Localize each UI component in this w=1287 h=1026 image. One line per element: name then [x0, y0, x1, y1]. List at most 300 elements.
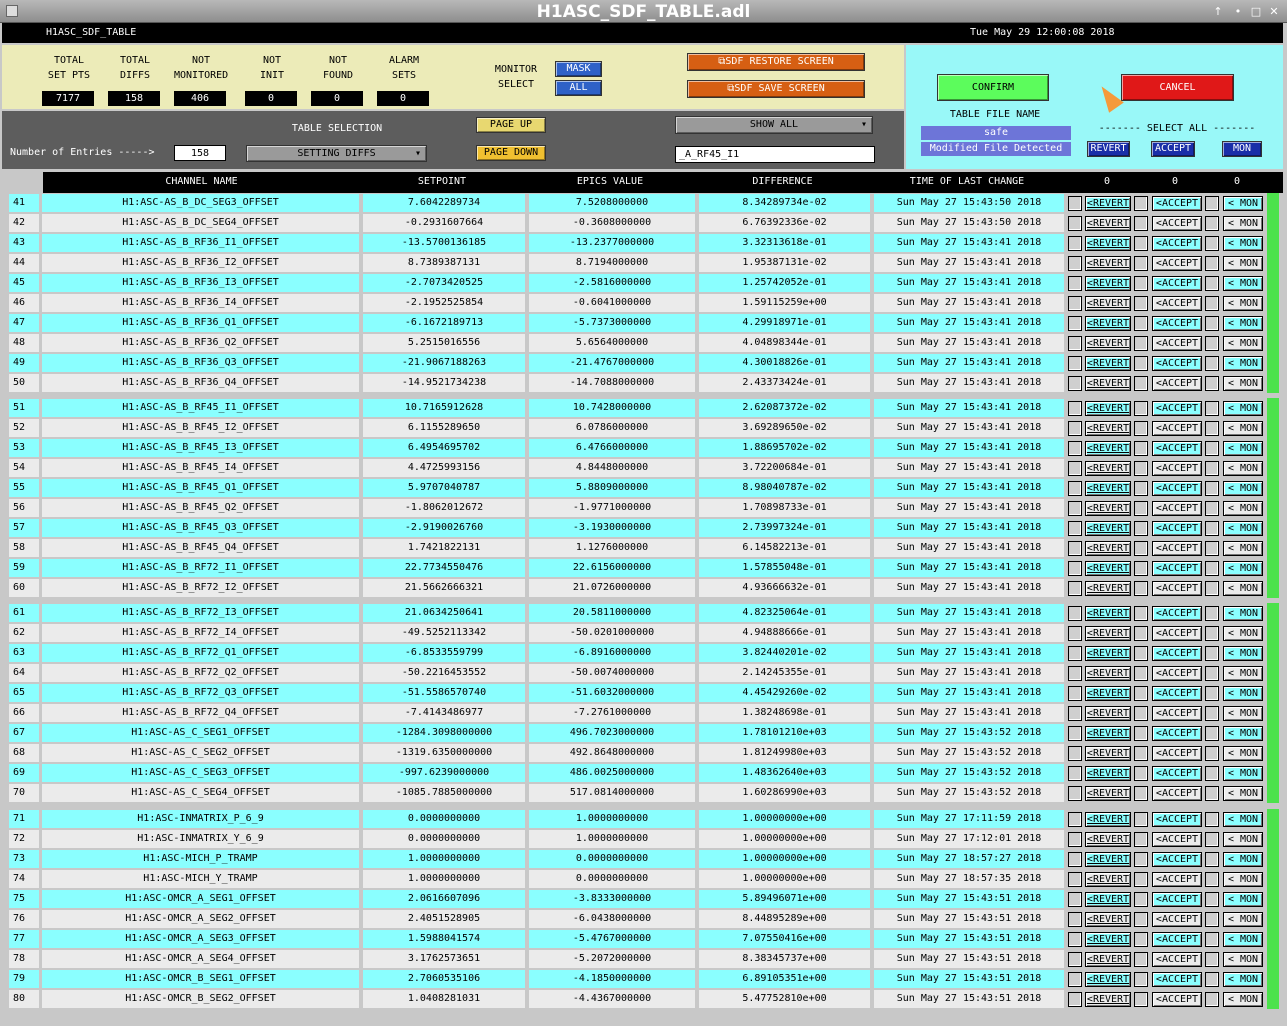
mon-checkbox[interactable] — [1205, 196, 1219, 211]
accept-checkbox[interactable] — [1134, 356, 1148, 371]
maximize-icon[interactable]: □ — [1250, 5, 1262, 18]
revert-checkbox[interactable] — [1068, 581, 1082, 596]
revert-button[interactable]: <REVERT — [1086, 543, 1130, 554]
revert-button[interactable]: <REVERT — [1086, 728, 1130, 739]
accept-button[interactable]: <ACCEPT — [1152, 376, 1202, 391]
epics-value: -50.0074000000 — [529, 664, 695, 682]
accept-checkbox[interactable] — [1134, 872, 1148, 887]
revert-button[interactable]: <REVERT — [1086, 608, 1130, 619]
channel-name: H1:ASC-AS_B_RF45_I1_OFFSET — [42, 399, 359, 417]
accept-checkbox[interactable] — [1134, 992, 1148, 1007]
mon-checkbox[interactable] — [1205, 501, 1219, 516]
difference-value: 3.32313618e-01 — [699, 234, 870, 252]
row-index: 45 — [9, 274, 39, 292]
accept-checkbox[interactable] — [1134, 561, 1148, 576]
revert-checkbox[interactable] — [1068, 336, 1082, 351]
accept-button[interactable]: <ACCEPT — [1152, 561, 1202, 576]
revert-button[interactable]: <REVERT — [1086, 298, 1130, 309]
mon-button[interactable]: < MON — [1223, 972, 1263, 987]
mon-checkbox[interactable] — [1205, 541, 1219, 556]
revert-checkbox[interactable] — [1068, 461, 1082, 476]
status-indicator — [1267, 578, 1279, 598]
revert-button[interactable]: <REVERT — [1086, 874, 1130, 885]
epics-value: -5.2072000000 — [529, 950, 695, 968]
mon-button[interactable]: < MON — [1223, 726, 1263, 741]
revert-button[interactable]: <REVERT — [1086, 748, 1130, 759]
revert-checkbox[interactable] — [1068, 626, 1082, 641]
row-index: 50 — [9, 374, 39, 392]
mon-button[interactable]: < MON — [1223, 256, 1263, 271]
mon-checkbox[interactable] — [1205, 521, 1219, 536]
accept-button[interactable]: <ACCEPT — [1152, 932, 1202, 947]
row-index: 59 — [9, 559, 39, 577]
accept-button[interactable]: <ACCEPT — [1152, 421, 1202, 436]
mon-checkbox[interactable] — [1205, 726, 1219, 741]
accept-button[interactable]: <ACCEPT — [1152, 626, 1202, 641]
accept-checkbox[interactable] — [1134, 786, 1148, 801]
revert-checkbox[interactable] — [1068, 872, 1082, 887]
table-row — [2, 623, 1283, 643]
mon-checkbox[interactable] — [1205, 336, 1219, 351]
mon-button[interactable]: < MON — [1223, 952, 1263, 967]
mon-button[interactable]: < MON — [1223, 376, 1263, 391]
accept-button[interactable]: <ACCEPT — [1152, 666, 1202, 681]
revert-button[interactable]: <REVERT — [1086, 914, 1130, 925]
row-index: 52 — [9, 419, 39, 437]
accept-checkbox[interactable] — [1134, 766, 1148, 781]
difference-value: 1.95387131e-02 — [699, 254, 870, 272]
mon-button[interactable]: < MON — [1223, 236, 1263, 251]
revert-checkbox[interactable] — [1068, 561, 1082, 576]
mon-button[interactable]: < MON — [1223, 872, 1263, 887]
accept-button[interactable]: <ACCEPT — [1152, 461, 1202, 476]
revert-button[interactable]: <REVERT — [1086, 503, 1130, 514]
revert-button[interactable]: <REVERT — [1086, 338, 1130, 349]
mon-button[interactable]: < MON — [1223, 481, 1263, 496]
accept-button[interactable]: <ACCEPT — [1152, 581, 1202, 596]
stat-total-set-pts: TOTAL SET PTS 7177 — [42, 53, 96, 83]
channel-name: H1:ASC-AS_B_RF36_I2_OFFSET — [42, 254, 359, 272]
mon-button[interactable]: < MON — [1223, 501, 1263, 516]
accept-checkbox[interactable] — [1134, 666, 1148, 681]
accept-button[interactable]: <ACCEPT — [1152, 401, 1202, 416]
mon-button[interactable]: < MON — [1223, 706, 1263, 721]
mon-checkbox[interactable] — [1205, 296, 1219, 311]
status-indicator — [1267, 809, 1279, 829]
revert-checkbox[interactable] — [1068, 892, 1082, 907]
table-selection-dropdown[interactable]: SETTING DIFFS ▾ — [246, 145, 427, 162]
revert-checkbox[interactable] — [1068, 832, 1082, 847]
row-index: 79 — [9, 970, 39, 988]
accept-checkbox[interactable] — [1134, 686, 1148, 701]
accept-button[interactable]: <ACCEPT — [1152, 686, 1202, 701]
accept-button[interactable]: <ACCEPT — [1152, 296, 1202, 311]
mon-checkbox[interactable] — [1205, 461, 1219, 476]
mon-checkbox[interactable] — [1205, 832, 1219, 847]
revert-button[interactable]: <REVERT — [1086, 523, 1130, 534]
revert-checkbox[interactable] — [1068, 746, 1082, 761]
mon-checkbox[interactable] — [1205, 401, 1219, 416]
revert-button[interactable]: <REVERT — [1086, 443, 1130, 454]
mon-button[interactable]: < MON — [1223, 646, 1263, 661]
select-all-accept-button[interactable]: ACCEPT — [1151, 141, 1195, 157]
revert-checkbox[interactable] — [1068, 216, 1082, 231]
accept-checkbox[interactable] — [1134, 832, 1148, 847]
revert-button[interactable]: <REVERT — [1086, 318, 1130, 329]
revert-checkbox[interactable] — [1068, 992, 1082, 1007]
mon-button[interactable]: < MON — [1223, 832, 1263, 847]
mon-checkbox[interactable] — [1205, 786, 1219, 801]
table-row — [2, 889, 1283, 909]
row-index: 47 — [9, 314, 39, 332]
mon-checkbox[interactable] — [1205, 852, 1219, 867]
accept-checkbox[interactable] — [1134, 972, 1148, 987]
revert-checkbox[interactable] — [1068, 256, 1082, 271]
revert-button[interactable]: <REVERT — [1086, 834, 1130, 845]
mon-button[interactable]: < MON — [1223, 401, 1263, 416]
accept-checkbox[interactable] — [1134, 501, 1148, 516]
setpoint-value: -1.8062012672 — [363, 499, 525, 517]
mon-button[interactable]: < MON — [1223, 746, 1263, 761]
revert-checkbox[interactable] — [1068, 646, 1082, 661]
accept-button[interactable]: <ACCEPT — [1152, 992, 1202, 1007]
mon-button[interactable]: < MON — [1223, 336, 1263, 351]
mon-button[interactable]: < MON — [1223, 521, 1263, 536]
revert-checkbox[interactable] — [1068, 726, 1082, 741]
mon-checkbox[interactable] — [1205, 216, 1219, 231]
revert-button[interactable]: <REVERT — [1086, 198, 1130, 209]
revert-button[interactable]: <REVERT — [1086, 688, 1130, 699]
accept-button[interactable]: <ACCEPT — [1152, 812, 1202, 827]
row-group — [2, 809, 1283, 1009]
accept-checkbox[interactable] — [1134, 852, 1148, 867]
accept-button[interactable]: <ACCEPT — [1152, 481, 1202, 496]
accept-checkbox[interactable] — [1134, 952, 1148, 967]
row-index: 41 — [9, 194, 39, 212]
revert-checkbox[interactable] — [1068, 521, 1082, 536]
mon-checkbox[interactable] — [1205, 421, 1219, 436]
mon-button[interactable]: < MON — [1223, 912, 1263, 927]
accept-checkbox[interactable] — [1134, 606, 1148, 621]
accept-checkbox[interactable] — [1134, 401, 1148, 416]
accept-checkbox[interactable] — [1134, 461, 1148, 476]
revert-button[interactable]: <REVERT — [1086, 563, 1130, 574]
mon-checkbox[interactable] — [1205, 581, 1219, 596]
revert-button[interactable]: <REVERT — [1086, 854, 1130, 865]
accept-button[interactable]: <ACCEPT — [1152, 892, 1202, 907]
accept-button[interactable]: <ACCEPT — [1152, 256, 1202, 271]
revert-button[interactable]: <REVERT — [1086, 628, 1130, 639]
accept-checkbox[interactable] — [1134, 336, 1148, 351]
revert-button[interactable]: <REVERT — [1086, 994, 1130, 1005]
channel-name: H1:ASC-AS_B_RF36_I3_OFFSET — [42, 274, 359, 292]
revert-checkbox[interactable] — [1068, 236, 1082, 251]
revert-checkbox[interactable] — [1068, 706, 1082, 721]
mon-checkbox[interactable] — [1205, 376, 1219, 391]
mon-button[interactable]: < MON — [1223, 356, 1263, 371]
accept-checkbox[interactable] — [1134, 376, 1148, 391]
accept-checkbox[interactable] — [1134, 521, 1148, 536]
mon-button[interactable]: < MON — [1223, 686, 1263, 701]
revert-button[interactable]: <REVERT — [1086, 708, 1130, 719]
accept-button[interactable]: <ACCEPT — [1152, 521, 1202, 536]
accept-checkbox[interactable] — [1134, 626, 1148, 641]
mon-button[interactable]: < MON — [1223, 852, 1263, 867]
accept-checkbox[interactable] — [1134, 912, 1148, 927]
accept-checkbox[interactable] — [1134, 421, 1148, 436]
revert-checkbox[interactable] — [1068, 401, 1082, 416]
mon-button[interactable]: < MON — [1223, 626, 1263, 641]
accept-checkbox[interactable] — [1134, 236, 1148, 251]
accept-button[interactable]: <ACCEPT — [1152, 606, 1202, 621]
revert-checkbox[interactable] — [1068, 356, 1082, 371]
mon-checkbox[interactable] — [1205, 706, 1219, 721]
accept-button[interactable]: <ACCEPT — [1152, 972, 1202, 987]
mon-checkbox[interactable] — [1205, 276, 1219, 291]
accept-checkbox[interactable] — [1134, 296, 1148, 311]
accept-button[interactable]: <ACCEPT — [1152, 336, 1202, 351]
revert-checkbox[interactable] — [1068, 501, 1082, 516]
table-file-name: safe — [921, 126, 1071, 140]
accept-checkbox[interactable] — [1134, 441, 1148, 456]
accept-button[interactable]: <ACCEPT — [1152, 852, 1202, 867]
setpoint-value: -49.5252113342 — [363, 624, 525, 642]
revert-checkbox[interactable] — [1068, 421, 1082, 436]
mon-button[interactable]: < MON — [1223, 812, 1263, 827]
accept-button[interactable]: <ACCEPT — [1152, 726, 1202, 741]
revert-checkbox[interactable] — [1068, 276, 1082, 291]
accept-checkbox[interactable] — [1134, 256, 1148, 271]
mon-checkbox[interactable] — [1205, 686, 1219, 701]
revert-button[interactable]: <REVERT — [1086, 648, 1130, 659]
revert-checkbox[interactable] — [1068, 912, 1082, 927]
revert-button[interactable]: <REVERT — [1086, 483, 1130, 494]
select-all-mon-button[interactable]: MON — [1222, 141, 1262, 157]
revert-button[interactable]: <REVERT — [1086, 814, 1130, 825]
revert-checkbox[interactable] — [1068, 766, 1082, 781]
difference-value: 4.30018826e-01 — [699, 354, 870, 372]
accept-button[interactable]: <ACCEPT — [1152, 441, 1202, 456]
mon-button[interactable]: < MON — [1223, 276, 1263, 291]
all-button[interactable]: ALL — [555, 80, 602, 96]
accept-button[interactable]: <ACCEPT — [1152, 832, 1202, 847]
epics-value: -7.2761000000 — [529, 704, 695, 722]
revert-checkbox[interactable] — [1068, 376, 1082, 391]
revert-button[interactable]: <REVERT — [1086, 768, 1130, 779]
accept-button[interactable]: <ACCEPT — [1152, 501, 1202, 516]
accept-checkbox[interactable] — [1134, 892, 1148, 907]
difference-value: 4.82325064e-01 — [699, 604, 870, 622]
accept-button[interactable]: <ACCEPT — [1152, 541, 1202, 556]
revert-button[interactable]: <REVERT — [1086, 258, 1130, 269]
revert-button[interactable]: <REVERT — [1086, 463, 1130, 474]
accept-button[interactable]: <ACCEPT — [1152, 356, 1202, 371]
mon-checkbox[interactable] — [1205, 256, 1219, 271]
accept-checkbox[interactable] — [1134, 581, 1148, 596]
mon-button[interactable]: < MON — [1223, 296, 1263, 311]
accept-button[interactable]: <ACCEPT — [1152, 196, 1202, 211]
revert-button[interactable]: <REVERT — [1086, 974, 1130, 985]
revert-button[interactable]: <REVERT — [1086, 583, 1130, 594]
mask-button[interactable]: MASK — [555, 61, 602, 77]
mon-button[interactable]: < MON — [1223, 216, 1263, 231]
mon-button[interactable]: < MON — [1223, 316, 1263, 331]
accept-checkbox[interactable] — [1134, 932, 1148, 947]
revert-checkbox[interactable] — [1068, 972, 1082, 987]
accept-button[interactable]: <ACCEPT — [1152, 316, 1202, 331]
sdf-save-screen-button[interactable]: ⧉SDF SAVE SCREEN — [687, 80, 865, 98]
mon-checkbox[interactable] — [1205, 892, 1219, 907]
row-index: 55 — [9, 479, 39, 497]
status-indicator — [1267, 273, 1279, 293]
status-indicator — [1267, 518, 1279, 538]
stat-alarm-sets: ALARM SETS 0 — [377, 53, 431, 83]
mon-checkbox[interactable] — [1205, 972, 1219, 987]
header-channel-name: CHANNEL NAME — [165, 176, 238, 187]
accept-button[interactable]: <ACCEPT — [1152, 952, 1202, 967]
mon-checkbox[interactable] — [1205, 746, 1219, 761]
revert-button[interactable]: <REVERT — [1086, 278, 1130, 289]
close-icon[interactable]: ✕ — [1269, 5, 1279, 18]
mon-checkbox[interactable] — [1205, 932, 1219, 947]
sdf-restore-screen-button[interactable]: ⧉SDF RESTORE SCREEN — [687, 53, 865, 71]
mon-checkbox[interactable] — [1205, 766, 1219, 781]
minimize-icon[interactable]: • — [1234, 5, 1242, 18]
show-all-dropdown[interactable]: SHOW ALL ▾ — [675, 116, 873, 134]
mon-button[interactable]: < MON — [1223, 666, 1263, 681]
mon-checkbox[interactable] — [1205, 561, 1219, 576]
status-indicator — [1267, 989, 1279, 1009]
mon-button[interactable]: < MON — [1223, 766, 1263, 781]
epics-value: 486.0025000000 — [529, 764, 695, 782]
accept-button[interactable]: <ACCEPT — [1152, 706, 1202, 721]
row-group — [2, 193, 1283, 393]
accept-button[interactable]: <ACCEPT — [1152, 766, 1202, 781]
accept-button[interactable]: <ACCEPT — [1152, 746, 1202, 761]
table-row — [2, 518, 1283, 538]
revert-checkbox[interactable] — [1068, 296, 1082, 311]
accept-checkbox[interactable] — [1134, 646, 1148, 661]
mon-button[interactable]: < MON — [1223, 421, 1263, 436]
mon-button[interactable]: < MON — [1223, 461, 1263, 476]
accept-checkbox[interactable] — [1134, 316, 1148, 331]
status-indicator — [1267, 969, 1279, 989]
revert-checkbox[interactable] — [1068, 812, 1082, 827]
row-index: 75 — [9, 890, 39, 908]
mon-checkbox[interactable] — [1205, 316, 1219, 331]
revert-checkbox[interactable] — [1068, 316, 1082, 331]
mon-checkbox[interactable] — [1205, 646, 1219, 661]
mon-button[interactable]: < MON — [1223, 606, 1263, 621]
mon-checkbox[interactable] — [1205, 236, 1219, 251]
revert-checkbox[interactable] — [1068, 196, 1082, 211]
accept-checkbox[interactable] — [1134, 726, 1148, 741]
cancel-button[interactable]: CANCEL — [1121, 74, 1234, 101]
mon-checkbox[interactable] — [1205, 952, 1219, 967]
mon-checkbox[interactable] — [1205, 872, 1219, 887]
revert-button[interactable]: <REVERT — [1086, 934, 1130, 945]
window-up-icon[interactable]: ↑ — [1213, 5, 1223, 18]
accept-checkbox[interactable] — [1134, 276, 1148, 291]
revert-checkbox[interactable] — [1068, 786, 1082, 801]
revert-button[interactable]: <REVERT — [1086, 894, 1130, 905]
revert-button[interactable]: <REVERT — [1086, 788, 1130, 799]
confirm-button[interactable]: CONFIRM — [937, 74, 1049, 101]
revert-button[interactable]: <REVERT — [1086, 954, 1130, 965]
accept-button[interactable]: <ACCEPT — [1152, 912, 1202, 927]
accept-checkbox[interactable] — [1134, 196, 1148, 211]
mon-checkbox[interactable] — [1205, 356, 1219, 371]
mon-checkbox[interactable] — [1205, 912, 1219, 927]
revert-checkbox[interactable] — [1068, 952, 1082, 967]
accept-checkbox[interactable] — [1134, 706, 1148, 721]
revert-button[interactable]: <REVERT — [1086, 423, 1130, 434]
accept-checkbox[interactable] — [1134, 216, 1148, 231]
revert-checkbox[interactable] — [1068, 441, 1082, 456]
accept-button[interactable]: <ACCEPT — [1152, 236, 1202, 251]
mon-checkbox[interactable] — [1205, 606, 1219, 621]
mon-button[interactable]: < MON — [1223, 581, 1263, 596]
accept-checkbox[interactable] — [1134, 541, 1148, 556]
accept-button[interactable]: <ACCEPT — [1152, 872, 1202, 887]
revert-checkbox[interactable] — [1068, 481, 1082, 496]
mon-checkbox[interactable] — [1205, 481, 1219, 496]
mon-button[interactable]: < MON — [1223, 932, 1263, 947]
setpoint-value: -997.6239000000 — [363, 764, 525, 782]
setpoint-value: 10.7165912628 — [363, 399, 525, 417]
revert-checkbox[interactable] — [1068, 686, 1082, 701]
epics-value: -2.5816000000 — [529, 274, 695, 292]
status-indicator — [1267, 909, 1279, 929]
stat-value: 0 — [245, 91, 297, 106]
revert-button[interactable]: <REVERT — [1086, 238, 1130, 249]
mon-button[interactable]: < MON — [1223, 892, 1263, 907]
revert-checkbox[interactable] — [1068, 541, 1082, 556]
mon-checkbox[interactable] — [1205, 812, 1219, 827]
revert-button[interactable]: <REVERT — [1086, 218, 1130, 229]
mon-checkbox[interactable] — [1205, 441, 1219, 456]
accept-button[interactable]: <ACCEPT — [1152, 276, 1202, 291]
mon-button[interactable]: < MON — [1223, 196, 1263, 211]
revert-checkbox[interactable] — [1068, 932, 1082, 947]
mon-checkbox[interactable] — [1205, 626, 1219, 641]
revert-button[interactable]: <REVERT — [1086, 378, 1130, 389]
select-all-revert-button[interactable]: REVERT — [1087, 141, 1130, 157]
revert-checkbox[interactable] — [1068, 606, 1082, 621]
revert-checkbox[interactable] — [1068, 666, 1082, 681]
mon-button[interactable]: < MON — [1223, 786, 1263, 801]
accept-button[interactable]: <ACCEPT — [1152, 216, 1202, 231]
accept-checkbox[interactable] — [1134, 746, 1148, 761]
revert-button[interactable]: <REVERT — [1086, 358, 1130, 369]
mon-checkbox[interactable] — [1205, 666, 1219, 681]
accept-checkbox[interactable] — [1134, 812, 1148, 827]
mon-button[interactable]: < MON — [1223, 561, 1263, 576]
accept-button[interactable]: <ACCEPT — [1152, 646, 1202, 661]
revert-button[interactable]: <REVERT — [1086, 403, 1130, 414]
mon-button[interactable]: < MON — [1223, 541, 1263, 556]
channel-filter-input[interactable]: _A_RF45_I1 — [675, 146, 875, 163]
mon-checkbox[interactable] — [1205, 992, 1219, 1007]
revert-button[interactable]: <REVERT — [1086, 668, 1130, 679]
mon-button[interactable]: < MON — [1223, 992, 1263, 1007]
page-down-button[interactable]: PAGE DOWN — [476, 145, 546, 161]
mon-button[interactable]: < MON — [1223, 441, 1263, 456]
page-up-button[interactable]: PAGE UP — [476, 117, 546, 133]
accept-checkbox[interactable] — [1134, 481, 1148, 496]
accept-button[interactable]: <ACCEPT — [1152, 786, 1202, 801]
revert-checkbox[interactable] — [1068, 852, 1082, 867]
